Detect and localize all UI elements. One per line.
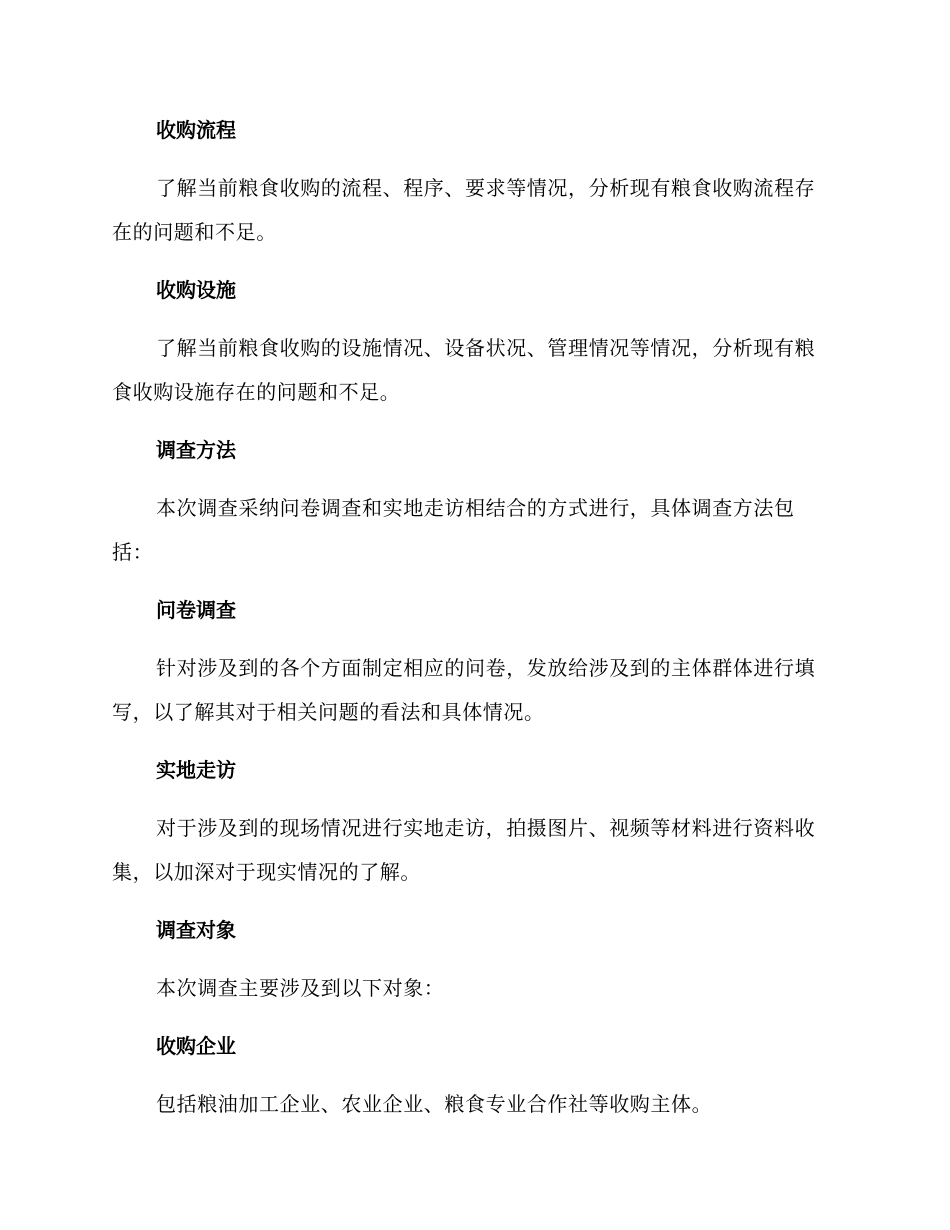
section-heading-purchase-facilities: 收购设施: [156, 278, 236, 302]
section-paragraph-field-visit: 对于涉及到的现场情况进行实地走访，拍摄图片、视频等材料进行资料收集，以加深对于现实情况的了解。: [112, 816, 816, 884]
section-paragraph-purchase-process: 了解当前粮食收购的流程、程序、要求等情况，分析现有粮食收购流程存在的问题和不足。: [112, 176, 816, 244]
section-paragraph-purchase-facilities: 了解当前粮食收购的设施情况、设备状况、管理情况等情况，分析现有粮食收购设施存在的问题和不足。: [112, 336, 816, 404]
section-heading-survey-subjects: 调查对象: [156, 918, 236, 942]
section-heading-survey-methods: 调查方法: [156, 438, 236, 462]
section-heading-purchasing-enterprises: 收购企业: [156, 1034, 236, 1058]
section-heading-field-visit: 实地走访: [156, 758, 236, 782]
section-heading-purchase-process: 收购流程: [156, 118, 236, 142]
document-body: [112, 108, 832, 1126]
section-paragraph-questionnaire: 针对涉及到的各个方面制定相应的问卷，发放给涉及到的主体群体进行填写，以了解其对于相关问题的看法和具体情况。: [112, 656, 816, 724]
section-paragraph-survey-methods: 本次调查采纳问卷调查和实地走访相结合的方式进行，具体调查方法包括：: [112, 496, 795, 564]
section-paragraph-purchasing-enterprises: 包括粮油加工企业、农业企业、粮食专业合作社等收购主体。: [156, 1092, 713, 1116]
section-paragraph-survey-subjects: 本次调查主要涉及到以下对象：: [156, 976, 445, 1000]
section-heading-questionnaire: 问卷调查: [156, 598, 236, 622]
